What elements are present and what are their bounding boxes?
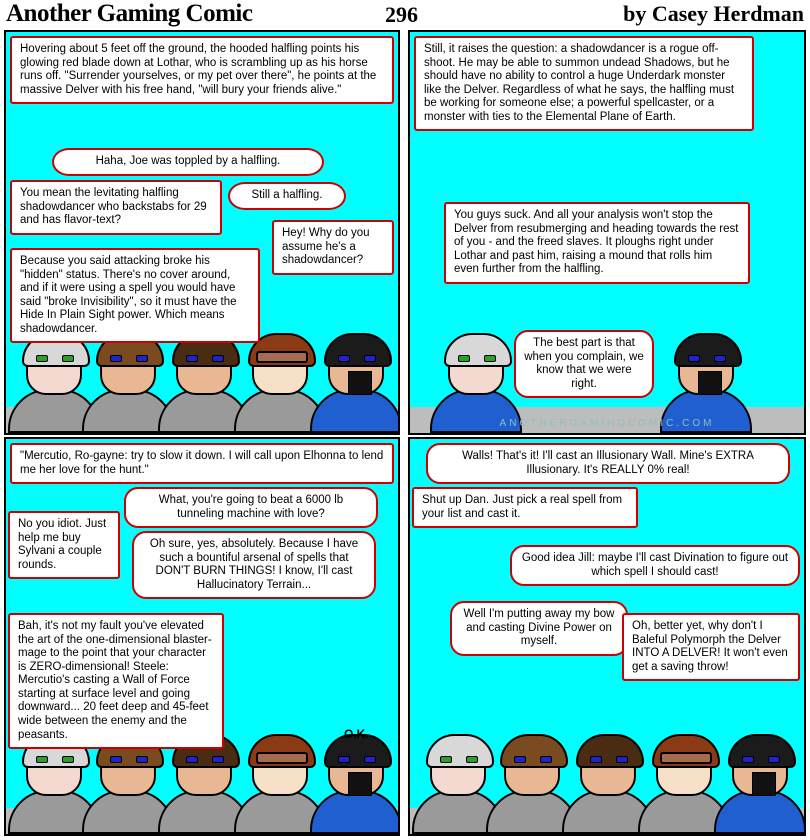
bubble-still-halfling: Still a halfling. bbox=[228, 182, 346, 210]
eye-right bbox=[212, 355, 224, 362]
eye-right bbox=[616, 756, 628, 763]
eye-right bbox=[136, 756, 148, 763]
eye-right bbox=[62, 355, 74, 362]
bubble-divine-power: Well I'm putting away my bow and casting Divine Power on myself. bbox=[450, 601, 628, 656]
character-head bbox=[448, 333, 504, 395]
eye-left bbox=[440, 756, 452, 763]
bubble-divination: Good idea Jill: maybe I'll cast Divination to figure out which spell I should cast! bbox=[510, 545, 800, 586]
eye-left bbox=[338, 355, 350, 362]
bubble-rogue-offshoot: Still, it raises the question: a shadowdancer is a rogue off-shoot. He may be able to summon undead Shadows, but he should have no ability to control a huge Underdark monster like the Delver. Regardless of what he says, the halfling must be working for someone else; a powerful spellcaster, or a monster with ties to the Elemental Plane of Earth. bbox=[414, 36, 754, 131]
beard bbox=[348, 772, 372, 796]
eye-right bbox=[466, 756, 478, 763]
eye-right bbox=[714, 355, 726, 362]
character-head bbox=[678, 333, 734, 395]
eye-right bbox=[364, 355, 376, 362]
hair bbox=[728, 734, 796, 768]
eye-right bbox=[364, 756, 376, 763]
hair bbox=[444, 333, 512, 367]
character-body bbox=[310, 389, 400, 433]
character-head bbox=[580, 734, 636, 796]
eye-left bbox=[742, 756, 754, 763]
bubble-ok: O.K. bbox=[344, 727, 369, 741]
eye-left bbox=[186, 355, 198, 362]
glasses bbox=[660, 752, 712, 764]
watermark: ANOTHERGAMINGCOMIC.COM bbox=[499, 418, 715, 429]
comic-header bbox=[0, 0, 810, 28]
page-title: Another Gaming Comic bbox=[6, 0, 253, 27]
character-head bbox=[252, 734, 308, 796]
character-head bbox=[252, 333, 308, 395]
character-head bbox=[732, 734, 788, 796]
hair bbox=[324, 333, 392, 367]
eye-left bbox=[590, 756, 602, 763]
bubble-shut-up-dan: Shut up Dan. Just pick a real spell from your list and cast it. bbox=[412, 487, 638, 528]
bubble-no-you-idiot: No you idiot. Just help me buy Sylvani a couple rounds. bbox=[8, 511, 120, 579]
eye-right bbox=[484, 355, 496, 362]
eye-left bbox=[36, 756, 48, 763]
beard bbox=[348, 371, 372, 395]
bubble-haha: Haha, Joe was toppled by a halfling. bbox=[52, 148, 324, 176]
eye-left bbox=[36, 355, 48, 362]
bubble-levitating: You mean the levitating halfling shadowdancer who backstabs for 29 and has flavor-text? bbox=[10, 180, 222, 235]
hair bbox=[576, 734, 644, 768]
glasses bbox=[256, 351, 308, 363]
eye-left bbox=[458, 355, 470, 362]
eye-right bbox=[768, 756, 780, 763]
eye-left bbox=[688, 355, 700, 362]
hair bbox=[674, 333, 742, 367]
eye-left bbox=[338, 756, 350, 763]
bubble-wall-of-force: Bah, it's not my fault you've elevated the art of the one-dimensional blaster-mage to the point that your character is ZERO-dimensional! Steele: Mercutio's casting a Wall of Force starting at surface level and going downward... 20 feet deep and 45-feet wide between the enemy and the peasants. bbox=[8, 613, 224, 749]
beard bbox=[752, 772, 776, 796]
character-head bbox=[656, 734, 712, 796]
eye-right bbox=[62, 756, 74, 763]
character-body bbox=[714, 790, 806, 834]
character-body bbox=[310, 790, 400, 834]
character-head bbox=[504, 734, 560, 796]
bubble-mercutio-elhonna: "Mercutio, Ro-gayne: try to slow it down. I will call upon Elhonna to lend me her love for the hunt." bbox=[10, 443, 394, 484]
hair bbox=[426, 734, 494, 768]
byline: by Casey Herdman bbox=[623, 1, 804, 26]
narration-bubble: Hovering about 5 feet off the ground, the hooded halfling points his glowing red blade down at Lothar, who is scrambling up as his horse runs off. "Surrender yourselves, or my pet over there", he points at the massive Delver with his free hand, "will bury your friends alive." bbox=[10, 36, 394, 104]
eye-left bbox=[110, 355, 122, 362]
eye-left bbox=[110, 756, 122, 763]
beard bbox=[698, 371, 722, 395]
glasses bbox=[256, 752, 308, 764]
comic-panel-2 bbox=[408, 30, 806, 435]
hair bbox=[500, 734, 568, 768]
bubble-hide-in-plain-sight: Because you said attacking broke his "hidden" status. There's no cover around, and if it were using a spell you would have said "broke Invisibility", so it must have the Hide In Plain Sight power. Which means shadowdancer. bbox=[10, 248, 260, 343]
bubble-you-guys-suck: You guys suck. And all your analysis won't stop the Delver from resubmerging and heading towards the rest of you - and the freed slaves. It ploughs right under Lothar and past him, raising a mound that rolls him even further from the halfling. bbox=[444, 202, 750, 284]
bubble-baleful-polymorph: Oh, better yet, why don't I Baleful Polymorph the Delver INTO A DELVER! It won't even get a saving throw! bbox=[622, 613, 800, 681]
character-head bbox=[328, 734, 384, 796]
bubble-best-part: The best part is that when you complain, we know that we were right. bbox=[514, 330, 654, 398]
eye-left bbox=[186, 756, 198, 763]
comic-panel-4 bbox=[408, 437, 806, 836]
character-head bbox=[430, 734, 486, 796]
comic-panel-1 bbox=[4, 30, 400, 435]
bubble-6000lb: What, you're going to beat a 6000 lb tunneling machine with love? bbox=[124, 487, 378, 528]
comic-panel-3 bbox=[4, 437, 400, 836]
eye-right bbox=[540, 756, 552, 763]
bubble-illusionary-wall: Walls! That's it! I'll cast an Illusionary Wall. Mine's EXTRA Illusionary. It's REALLY 0% real! bbox=[426, 443, 790, 484]
bubble-bountiful-arsenal: Oh sure, yes, absolutely. Because I have such a bountiful arsenal of spells that DON'T BURN THINGS! I know, I'll cast Hallucinatory Terrain... bbox=[132, 531, 376, 599]
bubble-why-shadowdancer: Hey! Why do you assume he's a shadowdancer? bbox=[272, 220, 394, 275]
eye-left bbox=[514, 756, 526, 763]
character-row bbox=[410, 714, 804, 834]
eye-right bbox=[212, 756, 224, 763]
character-head bbox=[328, 333, 384, 395]
eye-right bbox=[136, 355, 148, 362]
issue-number: 296 bbox=[385, 2, 418, 27]
